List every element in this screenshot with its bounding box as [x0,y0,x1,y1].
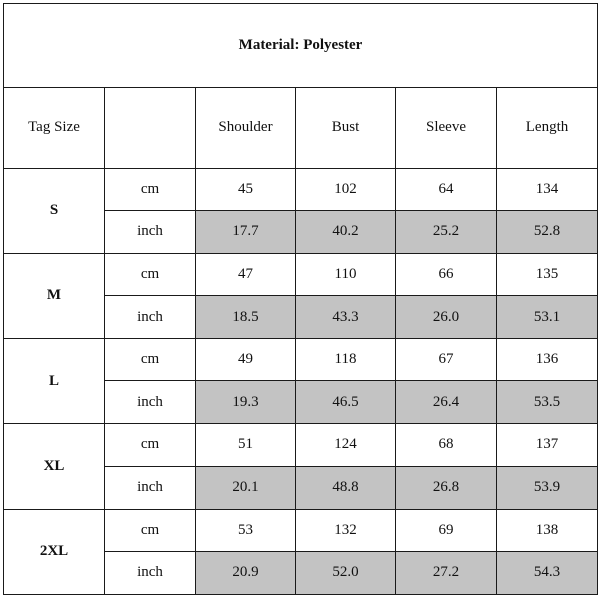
title-row [4,4,598,88]
unit-label: inch [105,295,196,338]
length-header: Length [497,88,598,168]
length-cm-cell: 135 [497,253,598,295]
bust-cm-cell: 118 [296,339,396,381]
table-row [4,253,598,295]
bust-inch-cell: 40.2 [296,210,396,253]
bust-inch-cell: 48.8 [296,466,396,509]
unit-label: cm [105,339,196,381]
shoulder-inch-cell: 17.7 [196,210,296,253]
shoulder-cm-cell: 51 [196,424,296,466]
bust-inch-cell: 52.0 [296,551,396,594]
sleeve-cm-cell: 64 [396,168,497,210]
length-cm-cell: 137 [497,424,598,466]
sleeve-header: Sleeve [396,88,497,168]
length-inch-cell: 54.3 [497,551,598,594]
size-label: XL [4,424,105,509]
sleeve-cm-cell: 66 [396,253,497,295]
length-cm-cell: 136 [497,339,598,381]
shoulder-inch-cell: 19.3 [196,381,296,424]
shoulder-cm-cell: 47 [196,253,296,295]
length-cm-cell: 134 [497,168,598,210]
size-label: M [4,253,105,338]
length-inch-cell: 52.8 [497,210,598,253]
table-row [4,168,598,210]
sleeve-cm-cell: 69 [396,509,497,551]
shoulder-inch-cell: 20.1 [196,466,296,509]
unit-label: cm [105,253,196,295]
size-label: L [4,339,105,424]
shoulder-inch-cell: 20.9 [196,551,296,594]
size-label: 2XL [4,509,105,594]
size-chart-table [3,3,598,595]
shoulder-inch-cell: 18.5 [196,295,296,338]
tag-size-header: Tag Size [4,88,105,168]
sleeve-inch-cell: 26.8 [396,466,497,509]
unit-label: cm [105,424,196,466]
bust-header: Bust [296,88,396,168]
length-inch-cell: 53.5 [497,381,598,424]
unit-label: inch [105,210,196,253]
sleeve-inch-cell: 27.2 [396,551,497,594]
sleeve-inch-cell: 26.4 [396,381,497,424]
sleeve-cm-cell: 67 [396,339,497,381]
sleeve-inch-cell: 26.0 [396,295,497,338]
bust-cm-cell: 132 [296,509,396,551]
table-row [4,509,598,551]
header-row [4,88,598,168]
table-row [4,339,598,381]
length-inch-cell: 53.9 [497,466,598,509]
shoulder-header: Shoulder [196,88,296,168]
unit-label: inch [105,381,196,424]
length-inch-cell: 53.1 [497,295,598,338]
bust-inch-cell: 43.3 [296,295,396,338]
table-title: Material: Polyester [4,4,598,88]
bust-cm-cell: 102 [296,168,396,210]
unit-label: cm [105,509,196,551]
sleeve-inch-cell: 25.2 [396,210,497,253]
size-label: S [4,168,105,253]
bust-inch-cell: 46.5 [296,381,396,424]
sleeve-cm-cell: 68 [396,424,497,466]
unit-header [105,88,196,168]
length-cm-cell: 138 [497,509,598,551]
shoulder-cm-cell: 45 [196,168,296,210]
bust-cm-cell: 124 [296,424,396,466]
table-row [4,424,598,466]
unit-label: inch [105,466,196,509]
unit-label: cm [105,168,196,210]
shoulder-cm-cell: 53 [196,509,296,551]
unit-label: inch [105,551,196,594]
shoulder-cm-cell: 49 [196,339,296,381]
bust-cm-cell: 110 [296,253,396,295]
